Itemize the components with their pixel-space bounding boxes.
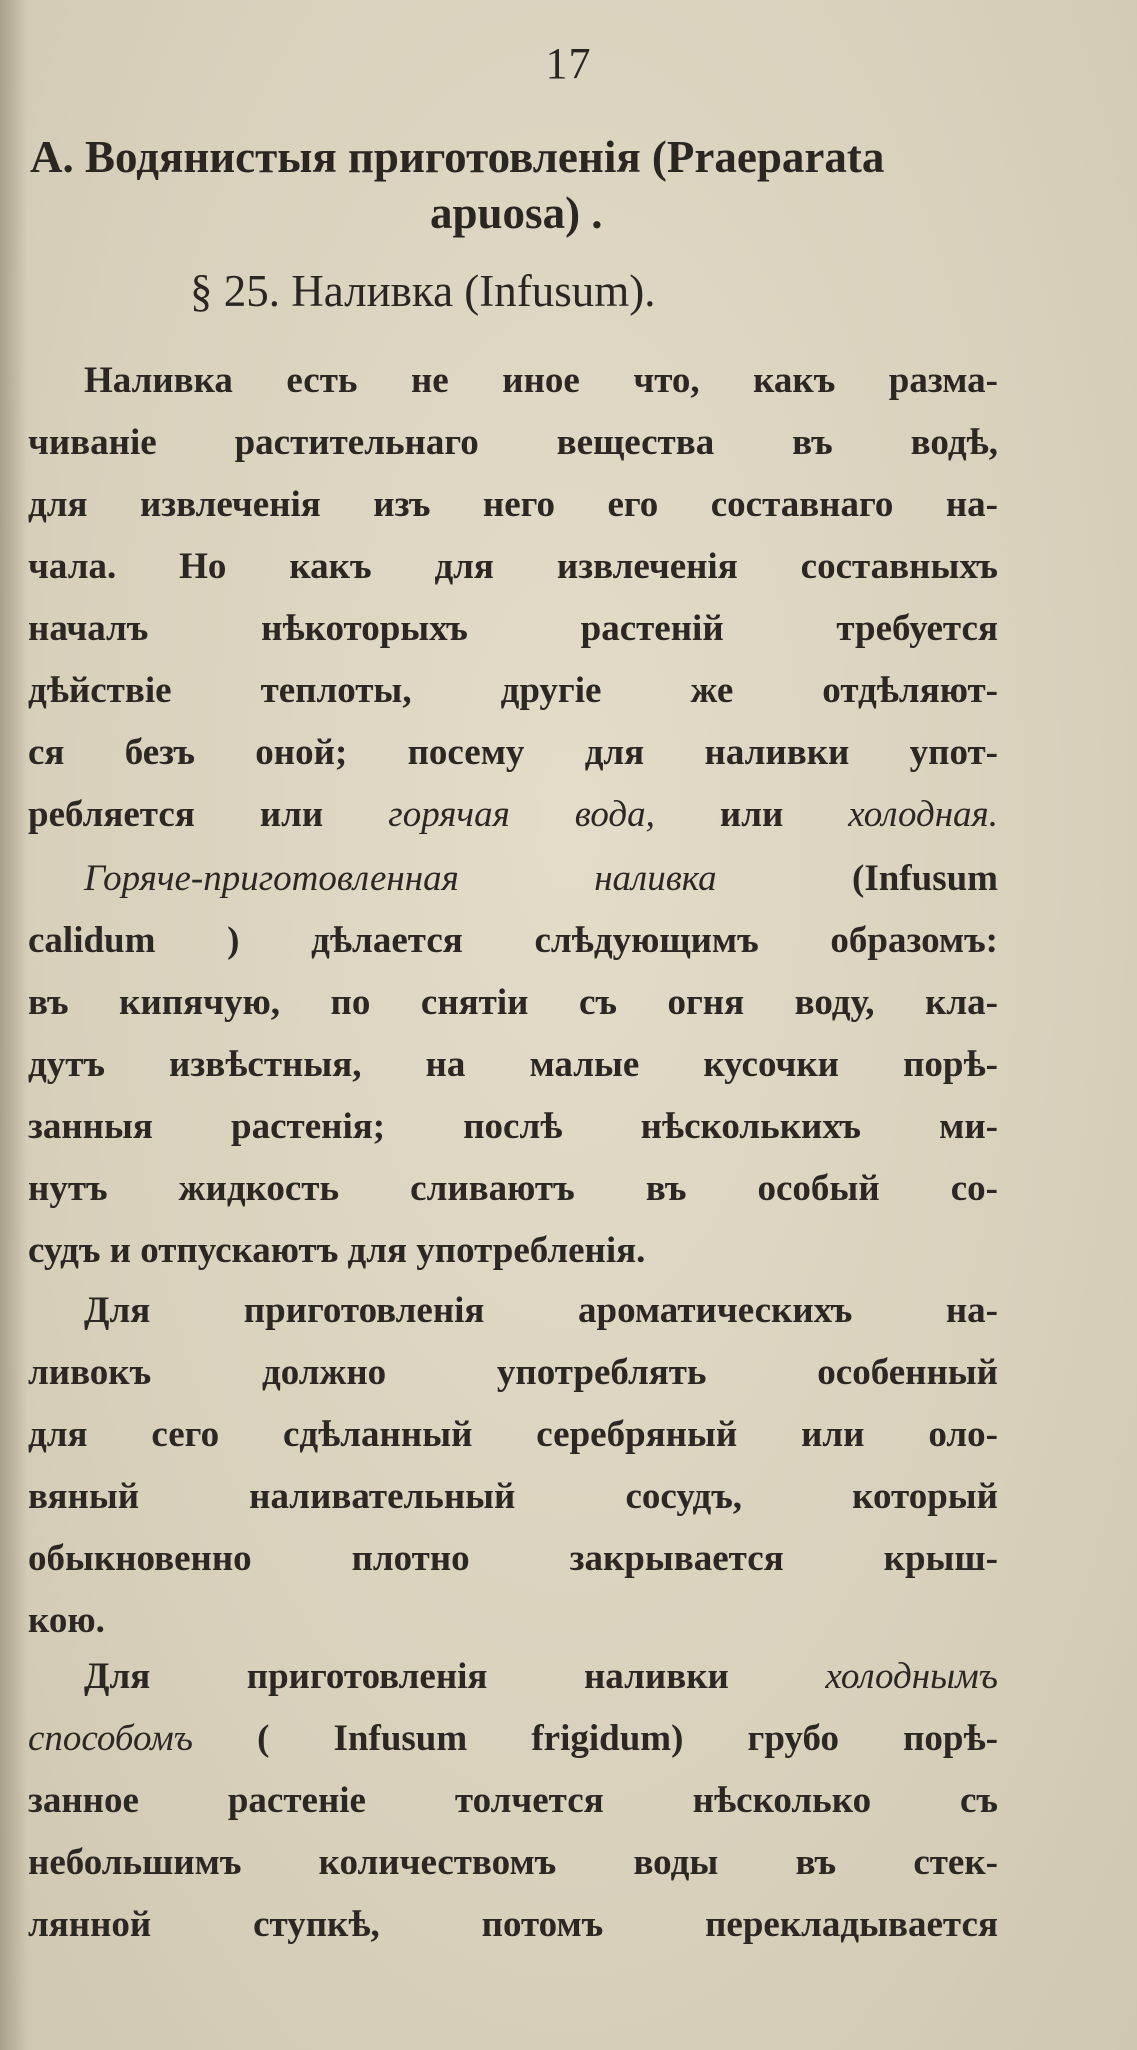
text-line: Для приготовленія ароматическихъ на-	[84, 1290, 998, 1331]
text-line: нутъ жидкость сливаютъ въ особый со-	[28, 1168, 998, 1209]
text-fragment: ребляется или	[28, 794, 389, 835]
text-line: кою.	[28, 1600, 105, 1641]
text-fragment: (Infusum	[716, 858, 998, 899]
page-number: 17	[545, 39, 592, 88]
text-line: дутъ извѣстныя, на малые кусочки порѣ-	[28, 1044, 998, 1085]
text-fragment: ( Infusum frigidum) грубо порѣ-	[192, 1718, 998, 1759]
italic-term: горячая вода,	[388, 794, 655, 835]
text-line: чиваніе растительнаго вещества въ водѣ,	[28, 422, 998, 463]
italic-term: холоднымъ	[825, 1656, 998, 1697]
text-line: обыкновенно плотно закрывается крыш-	[28, 1538, 998, 1579]
text-fragment: или	[654, 794, 849, 835]
chapter-heading: А. Водянистыя приготовленія (Praeparata	[30, 132, 885, 182]
italic-term: Горячe-приготовленная наливка	[84, 858, 717, 899]
paragraph-1	[28, 350, 998, 846]
section-title: § 25. Наливка (Infusum).	[190, 266, 656, 316]
text-line	[28, 1646, 998, 1708]
text-line: дѣйствіе теплоты, другіе же отдѣляют-	[28, 670, 998, 711]
text-line: чала. Но какъ для извлеченія составныхъ	[28, 546, 998, 587]
text-line	[28, 848, 998, 910]
text-line: занное растеніе толчется нѣсколько съ	[28, 1780, 998, 1821]
text-line: calidum ) дѣлается слѣдующимъ образомъ:	[28, 920, 998, 961]
text-line: вяный наливательный сосудъ, который	[28, 1476, 998, 1517]
chapter-heading-continuation: apuosa) .	[430, 188, 603, 238]
italic-term: способомъ	[28, 1718, 193, 1759]
text-line	[28, 784, 998, 846]
text-line: судъ и отпускаютъ для употребленія.	[28, 1230, 646, 1271]
text-line: лянной ступкѣ, потомъ перекладывается	[28, 1904, 998, 1945]
text-line: началъ нѣкоторыхъ растеній требуется	[28, 608, 998, 649]
text-line	[28, 1708, 998, 1770]
text-line: Наливка есть не иное что, какъ разма-	[84, 360, 998, 401]
text-line: занныя растенія; послѣ нѣсколькихъ ми-	[28, 1106, 998, 1147]
page-edge-shadow	[0, 0, 28, 2050]
text-line: ливокъ должно употреблять особенный	[28, 1352, 998, 1393]
text-line: ся безъ оной; посему для наливки упот-	[28, 732, 998, 773]
paragraph-4	[28, 1646, 998, 1956]
italic-term: холодная.	[848, 794, 998, 835]
paragraph-2	[28, 848, 998, 1282]
text-fragment: Для приготовленія наливки	[84, 1656, 826, 1697]
text-line: въ кипячую, по снятіи съ огня воду, кла-	[28, 982, 998, 1023]
text-line: небольшимъ количествомъ воды въ стек-	[28, 1842, 998, 1883]
paragraph-3	[28, 1280, 998, 1652]
text-line: для извлеченія изъ него его составнаго на-	[28, 484, 998, 525]
text-line: для сего сдѣланный серебряный или оло-	[28, 1414, 998, 1455]
